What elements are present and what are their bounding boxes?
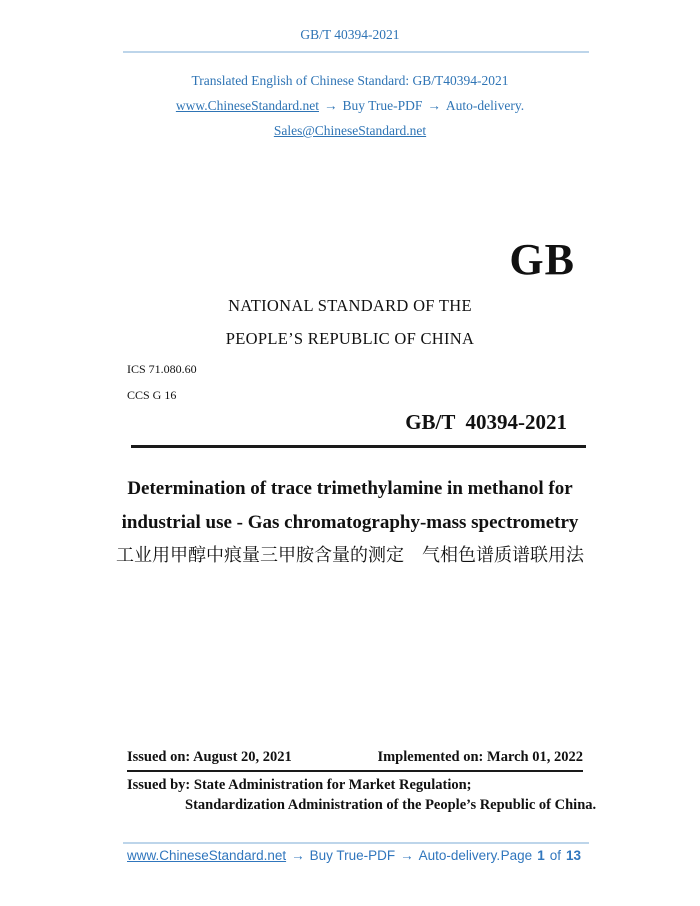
page-indicator (501, 847, 581, 864)
page-total: 13 (565, 848, 581, 863)
auto-delivery-label: Auto-delivery. (445, 98, 525, 113)
footer-links (127, 847, 500, 864)
title-chinese: 工业用甲醇中痕量三甲胺含量的测定 气相色谱质谱联用法 (116, 545, 584, 565)
issued-on-date: Issued on: August 20, 2021 (127, 749, 292, 765)
buy-true-pdf-label: Buy True-PDF (342, 98, 423, 113)
implemented-on-date: Implemented on: March 01, 2022 (377, 749, 583, 765)
page-label: Page (500, 848, 533, 863)
of-label: of (549, 848, 561, 863)
arrow-icon: → (400, 848, 414, 863)
footer (127, 847, 581, 864)
arrow-icon: → (291, 848, 305, 863)
header-doc-code: GB/T 40394-2021 (300, 27, 400, 42)
ics-code: ICS 71.080.60 (127, 362, 197, 376)
footer-buy-label: Buy True-PDF (309, 848, 396, 863)
title-english-line1: Determination of trace trimethylamine in methanol for (127, 478, 573, 499)
issued-by-line1: Issued by: State Administration for Market Regulation; (127, 777, 472, 793)
footer-divider (123, 842, 589, 844)
standard-number-divider (131, 445, 586, 448)
sales-email-link[interactable]: Sales@ChineseStandard.net (273, 123, 427, 138)
title-english-line2: industrial use - Gas chromatography-mass spectrometry (121, 512, 579, 533)
national-standard-line1: NATIONAL STANDARD OF THE (228, 296, 472, 315)
ccs-code: CCS G 16 (127, 388, 177, 402)
issuance-divider (127, 770, 583, 772)
gb-mark: GB (509, 235, 575, 284)
translated-standard-line: Translated English of Chinese Standard: GB/T40394-2021 (191, 73, 509, 88)
national-standard-line2: PEOPLE’S REPUBLIC OF CHINA (225, 329, 475, 348)
site-link[interactable]: www.ChineseStandard.net (175, 98, 319, 113)
standard-number: GB/T 40394-2021 (405, 410, 567, 434)
header-divider (123, 51, 589, 53)
issued-by-block (127, 776, 660, 815)
arrow-icon: → (427, 98, 441, 113)
footer-site-link[interactable]: www.ChineseStandard.net (127, 848, 287, 863)
footer-auto-delivery-label: Auto-delivery. (418, 848, 501, 863)
issuance-dates-row (127, 748, 583, 766)
issued-by-line2: Standardization Administration of the People’s Republic of China. (185, 796, 597, 813)
buy-pdf-line (0, 97, 700, 114)
sales-email-line (0, 122, 700, 139)
arrow-icon: → (323, 98, 338, 113)
page-current: 1 (537, 848, 545, 863)
